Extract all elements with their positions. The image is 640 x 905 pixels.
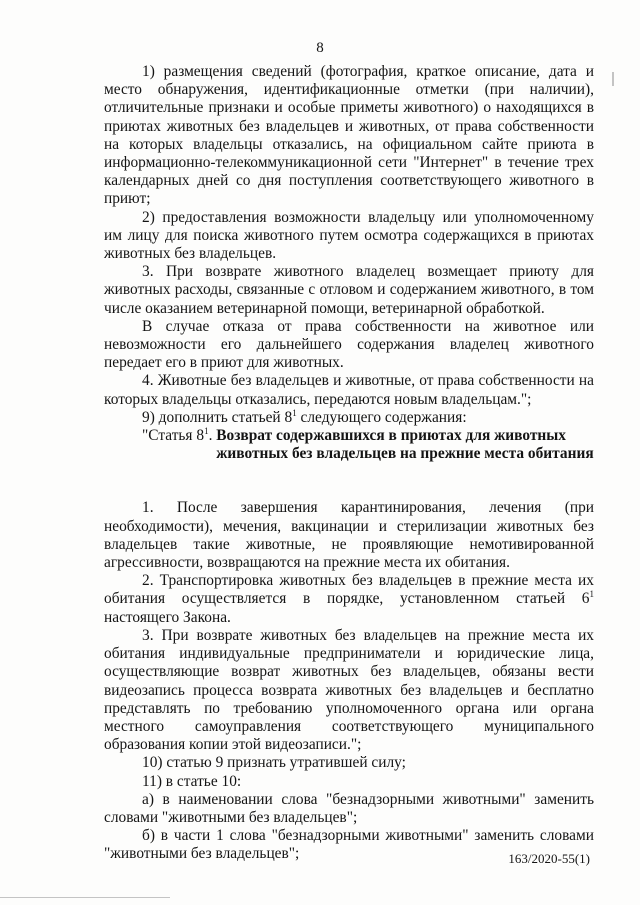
article-label-end: .	[208, 427, 217, 445]
paragraph: 3. При возврате животных без владельцев на прежние места их обитания индивидуальные предприниматели и юридические лица, осуществляющие возврат животных без владельцев, обязаны вести видеозапись процесса возврата животных без владельцев и бесплатно представлять по требованию уполномоченного органа или органа местного самоуправления соответствующего муниципального образования копии этой видеозаписи.";	[104, 626, 594, 754]
article-title	[216, 427, 594, 463]
article-label: "Статья 8	[142, 427, 205, 445]
article-heading	[142, 427, 594, 463]
paragraph: 4. Животные без владельцев и животные, от права собственности на которых владельцы отказались, передаются новым владельцам.";	[104, 372, 594, 408]
paragraph: 3. При возврате животного владелец возмещает приюту для животных расходы, связанные с отловом и содержанием животного, в том числе оказанием ветеринарной помощи, ветеринарной обработкой.	[104, 263, 594, 317]
spacer	[104, 463, 594, 499]
superscript: 1	[292, 407, 297, 418]
paragraph: 2) предоставления возможности владельцу или уполномоченному им лицу для поиска животного путем осмотра содержащихся в приютах животных без владельцев.	[104, 208, 594, 263]
paragraph-amendment-9	[104, 409, 594, 427]
document-body	[104, 63, 594, 864]
scan-artifact	[0, 897, 170, 898]
scan-artifact	[612, 72, 614, 86]
amendment-9-text-end: следующего содержания:	[296, 408, 467, 426]
superscript: 1	[589, 589, 594, 600]
document-code: 163/2020-55(1)	[508, 851, 590, 866]
article-2-text-end: настоящего Закона.	[104, 608, 231, 626]
paragraph: 1) размещения сведений (фотография, краткое описание, дата и место обнаружения, идентификационные отметки (при наличии), отличительные признаки и особые приметы животного) о находящихся в приютах животных без владельцев и животных, от права собственности на которых владельцы отказались, на официальном сайте приюта в информационно-телекоммуникационной сети "Интернет" в течение трех календарных дней со дня поступления соответствующего животного в приют;	[104, 63, 594, 208]
paragraph: В случае отказа от права собственности на животное или невозможности его дальнейшего содержания владелец животного передает его в приют для животных.	[104, 317, 594, 372]
article-2-text: 2. Транспортировка животных без владельцев в прежние места их обитания осуществляется в порядке, установленном статьей 6	[104, 572, 594, 608]
paragraph: 11) в статье 10:	[142, 772, 242, 790]
page-number: 8	[316, 40, 324, 56]
amendment-9-text: 9) дополнить статьей 8	[142, 408, 293, 426]
article-title-line: Возврат содержавшихся в приютах для животных	[216, 427, 566, 445]
paragraph: б) в части 1 слова "безнадзорными животными" заменить словами "животными без владельцев";	[104, 827, 594, 863]
article-title-rest: животных без владельцев на прежние места обитания	[216, 445, 594, 463]
paragraph-article-2	[104, 572, 594, 627]
superscript: 1	[204, 425, 209, 436]
article-number	[142, 427, 216, 445]
paragraph: а) в наименовании слова "безнадзорными животными" заменить словами "животными без владельцев";	[104, 790, 594, 826]
paragraph: 10) статью 9 признать утратившей силу;	[142, 754, 406, 772]
paragraph: 1. После завершения карантинирования, лечения (при необходимости), мечения, вакцинации и стерилизации животных без владельцев такие животные, не проявляющие немотивированной агрессивности, возвращаются на прежние места их обитания.	[104, 499, 594, 572]
